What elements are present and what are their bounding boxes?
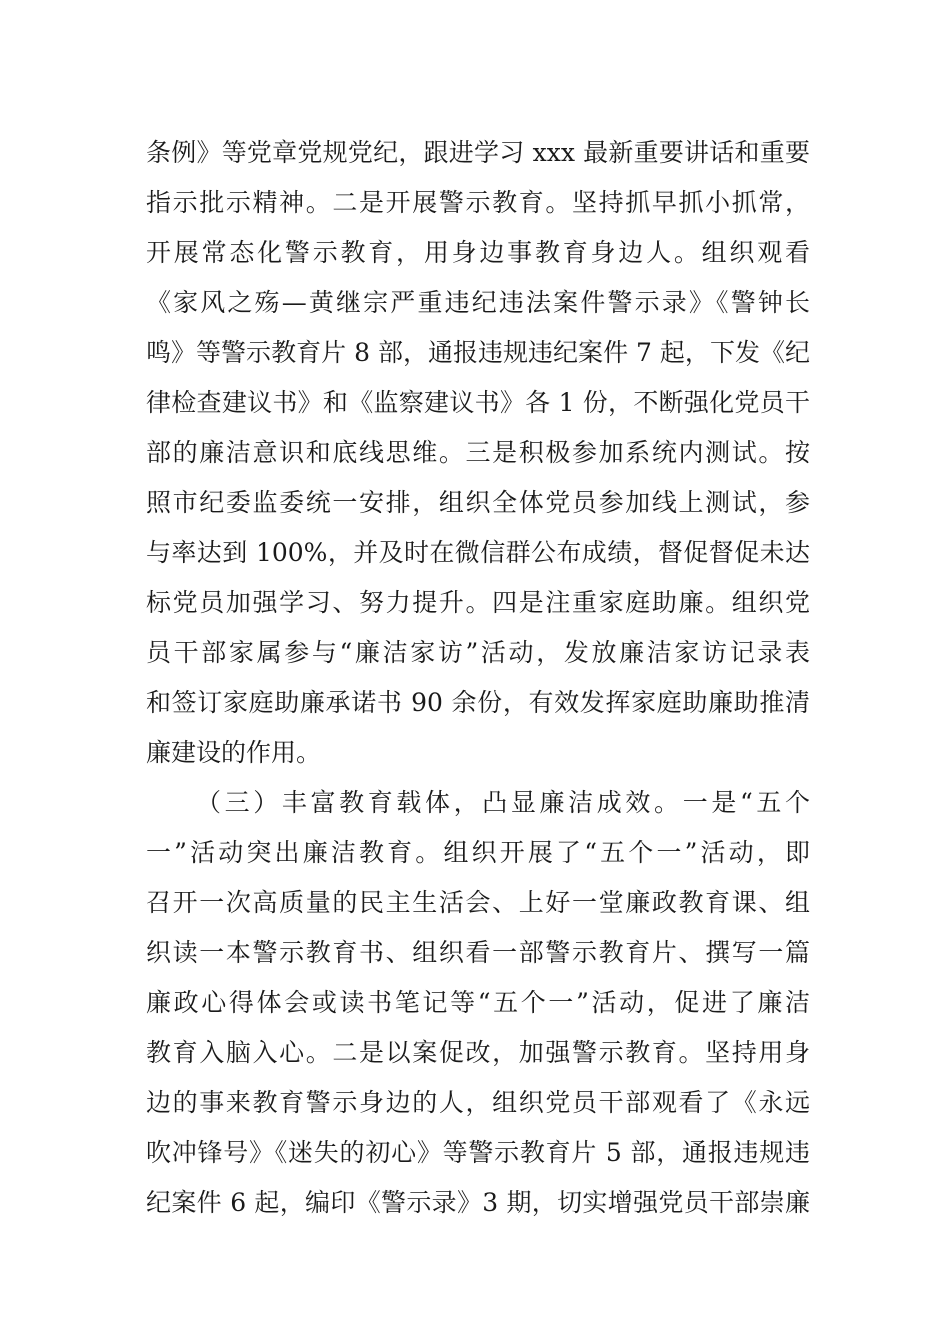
- text-line: （三）丰富教育载体，凸显廉洁成效。一是“五个: [196, 788, 810, 817]
- text-line: 纪案件 6 起，编印《警示录》3 期，切实增强党员干部崇廉: [146, 1188, 810, 1217]
- text-line: 教育入脑入心。二是以案促改，加强警示教育。坚持用身: [146, 1038, 810, 1067]
- text-line: 和签订家庭助廉承诺书 90 余份，有效发挥家庭助廉助推清: [146, 688, 810, 717]
- text-line: 部的廉洁意识和底线思维。三是积极参加系统内测试。按: [146, 438, 810, 467]
- text-line: 与率达到 100%，并及时在微信群公布成绩，督促督促未达: [146, 538, 810, 567]
- text-line: 一”活动突出廉洁教育。组织开展了“五个一”活动，即: [146, 838, 810, 867]
- text-line: 吹冲锋号》《迷失的初心》等警示教育片 5 部，通报违规违: [146, 1138, 810, 1167]
- text-line: 织读一本警示教育书、组织看一部警示教育片、撰写一篇: [146, 938, 810, 967]
- text-line: 条例》等党章党规党纪，跟进学习 xxx 最新重要讲话和重要: [146, 138, 810, 167]
- text-line: 边的事来教育警示身边的人，组织党员干部观看了《永远: [146, 1088, 810, 1117]
- text-line: 照市纪委监委统一安排，组织全体党员参加线上测试，参: [146, 488, 810, 517]
- text-line: 廉建设的作用。: [146, 738, 322, 767]
- text-line: 标党员加强学习、努力提升。四是注重家庭助廉。组织党: [146, 588, 810, 617]
- text-line: 律检查建议书》和《监察建议书》各 1 份，不断强化党员干: [146, 388, 810, 417]
- text-line: 召开一次高质量的民主生活会、上好一堂廉政教育课、组: [146, 888, 810, 917]
- text-line: 指示批示精神。二是开展警示教育。坚持抓早抓小抓常，: [146, 188, 810, 217]
- text-line: 《家风之殇—黄继宗严重违纪违法案件警示录》《警钟长: [146, 288, 810, 317]
- paragraph-discipline-education: [146, 128, 810, 778]
- text-line: 开展常态化警示教育，用身边事教育身边人。组织观看: [146, 238, 810, 267]
- text-line: 鸣》等警示教育片 8 部，通报违规违纪案件 7 起，下发《纪: [146, 338, 810, 367]
- paragraph-education-carriers: [146, 778, 810, 1228]
- text-line: 廉政心得体会或读书笔记等“五个一”活动，促进了廉洁: [146, 988, 810, 1017]
- text-line: 员干部家属参与“廉洁家访”活动，发放廉洁家访记录表: [146, 638, 810, 667]
